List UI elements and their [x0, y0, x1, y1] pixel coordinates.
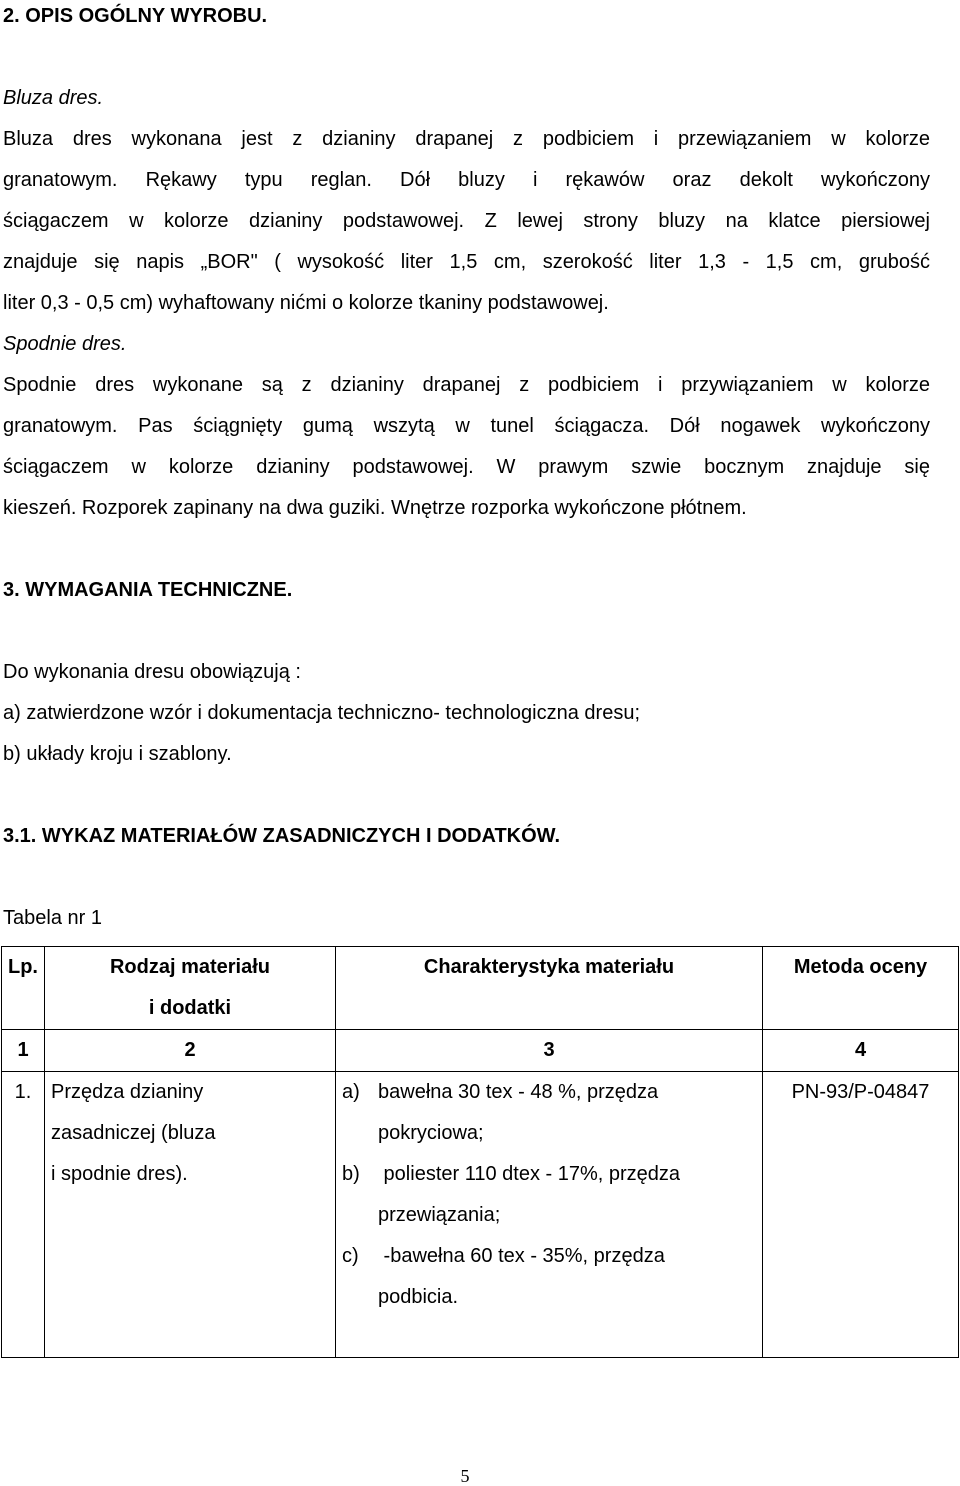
section-3-heading: 3. WYMAGANIA TECHNICZNE.	[3, 579, 293, 601]
composition-item	[336, 1072, 762, 1154]
page-number: 5	[460, 1466, 470, 1486]
header-rodzaj-line: Rodzaj materiału	[109, 956, 271, 978]
rodzaj-line: zasadniczej (bluza	[51, 1122, 216, 1144]
bluza-paragraph-line: ściągaczem w kolorze dzianiny podstawowej. Z lewej strony bluzy na klatce piersiowej	[3, 210, 930, 232]
rodzaj-line: Przędza dzianiny	[51, 1081, 204, 1103]
row-rodzaj	[45, 1072, 336, 1358]
column-number: 2	[45, 1030, 336, 1072]
spodnie-title: Spodnie dres.	[3, 333, 127, 355]
table-column-number-row	[2, 1030, 959, 1072]
bluza-paragraph-line: liter 0,3 - 0,5 cm) wyhaftowany nićmi o kolorze tkaniny podstawowej.	[3, 292, 609, 314]
header-rodzaj	[45, 947, 336, 1030]
header-rodzaj-line: i dodatki	[148, 997, 232, 1019]
composition-item-line: -bawełna 60 tex - 35%, przędza	[378, 1245, 665, 1267]
header-lp: Lp.	[2, 947, 45, 1030]
rodzaj-line: i spodnie dres).	[51, 1163, 188, 1185]
column-number: 3	[336, 1030, 763, 1072]
column-number: 4	[763, 1030, 959, 1072]
table-caption: Tabela nr 1	[3, 907, 102, 929]
bluza-title: Bluza dres.	[3, 87, 104, 109]
composition-item-line: bawełna 30 tex - 48 %, przędza	[378, 1081, 659, 1103]
spodnie-paragraph-line: kieszeń. Rozporek zapinany na dwa guziki. Wnętrze rozporka wykończone płótnem.	[3, 497, 747, 519]
composition-item-line: pokryciowa;	[378, 1122, 484, 1144]
composition-item-line: podbicia.	[378, 1286, 459, 1308]
requirement-item-b: b) układy kroju i szablony.	[3, 743, 232, 765]
composition-item-label: c)	[342, 1245, 359, 1267]
composition-item-label: a)	[342, 1081, 360, 1103]
composition-item	[336, 1236, 762, 1318]
composition-item-label: b)	[342, 1163, 360, 1185]
composition-item-line: poliester 110 dtex - 17%, przędza	[378, 1163, 681, 1185]
spodnie-paragraph-line: ściągaczem w kolorze dzianiny podstawowej. W prawym szwie bocznym znajduje się	[3, 456, 930, 478]
requirements-intro: Do wykonania dresu obowiązują :	[3, 661, 301, 683]
bluza-paragraph-line: Bluza dres wykonana jest z dzianiny drapanej z podbiciem i przewiązaniem w kolorze	[3, 128, 930, 150]
row-metoda: PN-93/P-04847	[763, 1072, 959, 1358]
row-lp: 1.	[2, 1072, 45, 1358]
spodnie-paragraph-line: Spodnie dres wykonane są z dzianiny drapanej z podbiciem i przywiązaniem w kolorze	[3, 374, 930, 396]
column-number: 1	[2, 1030, 45, 1072]
section-3-1-heading: 3.1. WYKAZ MATERIAŁÓW ZASADNICZYCH I DODATKÓW.	[3, 825, 561, 847]
header-charakterystyka: Charakterystyka materiału	[336, 947, 763, 1030]
composition-item-line: przewiązania;	[378, 1204, 501, 1226]
bluza-paragraph-line: znajduje się napis „BOR" ( wysokość liter 1,5 cm, szerokość liter 1,3 - 1,5 cm, grubość	[3, 251, 930, 273]
requirement-item-a: a) zatwierdzone wzór i dokumentacja techniczno- technologiczna dresu;	[3, 702, 641, 724]
materials-table	[1, 946, 959, 1358]
bluza-paragraph-line: granatowym. Rękawy typu reglan. Dół bluzy i rękawów oraz dekolt wykończony	[3, 169, 930, 191]
composition-item	[336, 1154, 762, 1236]
row-charakterystyka	[336, 1072, 763, 1358]
table-header-row	[2, 947, 959, 1030]
table-row	[2, 1072, 959, 1358]
spodnie-paragraph-line: granatowym. Pas ściągnięty gumą wszytą w tunel ściągacza. Dół nogawek wykończony	[3, 415, 930, 437]
section-2-heading: 2. OPIS OGÓLNY WYROBU.	[3, 5, 268, 27]
header-metoda: Metoda oceny	[763, 947, 959, 1030]
